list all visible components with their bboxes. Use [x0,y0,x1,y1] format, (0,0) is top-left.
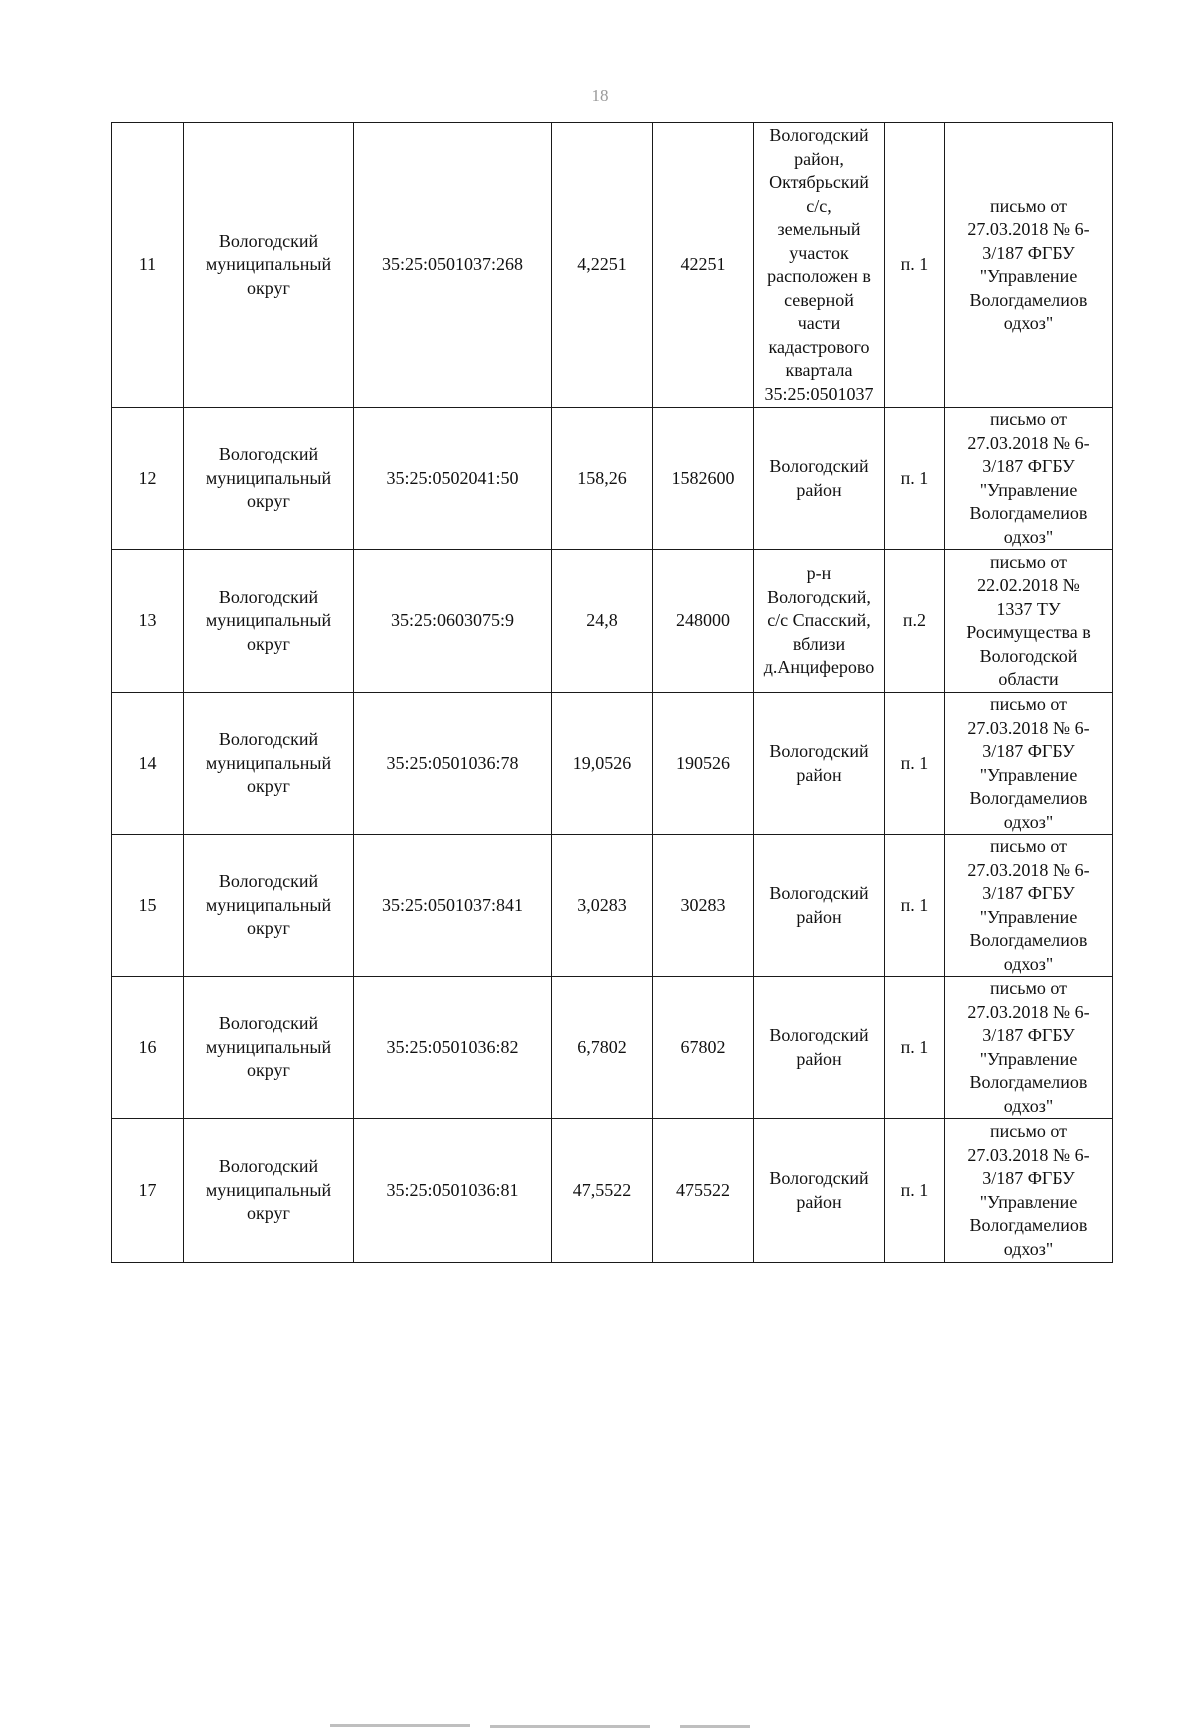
table-row [112,977,1113,1119]
row-number: 12 [112,408,184,550]
municipality-cell: Вологодский муниципальный округ [184,123,354,408]
scan-artifact [330,1724,470,1727]
municipality-cell: Вологодский муниципальный округ [184,1119,354,1263]
area-m2-cell: 1582600 [653,408,754,550]
table-row [112,123,1113,408]
clause-cell: п.2 [885,550,945,693]
location-cell: р-н Вологодский, с/с Спасский, вблизи д.Анциферово [754,550,885,693]
basis-cell: письмо от 22.02.2018 № 1337 ТУ Росимущества в Вологодской области [945,550,1113,693]
area-m2-cell: 475522 [653,1119,754,1263]
row-number: 14 [112,693,184,835]
area-ha-cell: 3,0283 [552,835,653,977]
location-cell: Вологодский район [754,977,885,1119]
municipality-cell: Вологодский муниципальный округ [184,835,354,977]
basis-cell: письмо от 27.03.2018 № 6- 3/187 ФГБУ "Управление Вологдамелиов одхоз" [945,835,1113,977]
clause-cell: п. 1 [885,835,945,977]
cadastral-number-cell: 35:25:0603075:9 [354,550,552,693]
scan-artifact [680,1725,750,1728]
area-ha-cell: 4,2251 [552,123,653,408]
location-cell: Вологодский район, Октябрьский с/с, земельный участок расположен в северной части кадастрового квартала 35:25:0501037 [754,123,885,408]
table-row [112,550,1113,693]
area-m2-cell: 42251 [653,123,754,408]
area-ha-cell: 19,0526 [552,693,653,835]
page-number: 18 [591,86,609,105]
cadastral-number-cell: 35:25:0501036:82 [354,977,552,1119]
location-cell: Вологодский район [754,693,885,835]
location-cell: Вологодский район [754,408,885,550]
cadastral-number-cell: 35:25:0501037:268 [354,123,552,408]
cadastral-number-cell: 35:25:0501036:81 [354,1119,552,1263]
area-ha-cell: 47,5522 [552,1119,653,1263]
cadastral-number-cell: 35:25:0501036:78 [354,693,552,835]
location-cell: Вологодский район [754,835,885,977]
table-row [112,1119,1113,1263]
basis-cell: письмо от 27.03.2018 № 6- 3/187 ФГБУ "Управление Вологдамелиов одхоз" [945,408,1113,550]
clause-cell: п. 1 [885,1119,945,1263]
scan-artifact [490,1725,650,1728]
basis-cell: письмо от 27.03.2018 № 6- 3/187 ФГБУ "Управление Вологдамелиов одхоз" [945,977,1113,1119]
area-m2-cell: 190526 [653,693,754,835]
clause-cell: п. 1 [885,977,945,1119]
basis-cell: письмо от 27.03.2018 № 6- 3/187 ФГБУ "Управление Вологдамелиов одхоз" [945,123,1113,408]
area-m2-cell: 30283 [653,835,754,977]
row-number: 11 [112,123,184,408]
row-number: 17 [112,1119,184,1263]
row-number: 15 [112,835,184,977]
area-ha-cell: 158,26 [552,408,653,550]
table-row [112,408,1113,550]
area-m2-cell: 67802 [653,977,754,1119]
clause-cell: п. 1 [885,408,945,550]
clause-cell: п. 1 [885,123,945,408]
basis-cell: письмо от 27.03.2018 № 6- 3/187 ФГБУ "Управление Вологдамелиов одхоз" [945,1119,1113,1263]
table-row [112,693,1113,835]
basis-cell: письмо от 27.03.2018 № 6- 3/187 ФГБУ "Управление Вологдамелиов одхоз" [945,693,1113,835]
cadastral-number-cell: 35:25:0502041:50 [354,408,552,550]
area-ha-cell: 6,7802 [552,977,653,1119]
cadastral-number-cell: 35:25:0501037:841 [354,835,552,977]
municipality-cell: Вологодский муниципальный округ [184,977,354,1119]
row-number: 13 [112,550,184,693]
land-plots-table [111,122,1113,1263]
clause-cell: п. 1 [885,693,945,835]
area-ha-cell: 24,8 [552,550,653,693]
municipality-cell: Вологодский муниципальный округ [184,550,354,693]
row-number: 16 [112,977,184,1119]
area-m2-cell: 248000 [653,550,754,693]
municipality-cell: Вологодский муниципальный округ [184,693,354,835]
municipality-cell: Вологодский муниципальный округ [184,408,354,550]
location-cell: Вологодский район [754,1119,885,1263]
table-row [112,835,1113,977]
